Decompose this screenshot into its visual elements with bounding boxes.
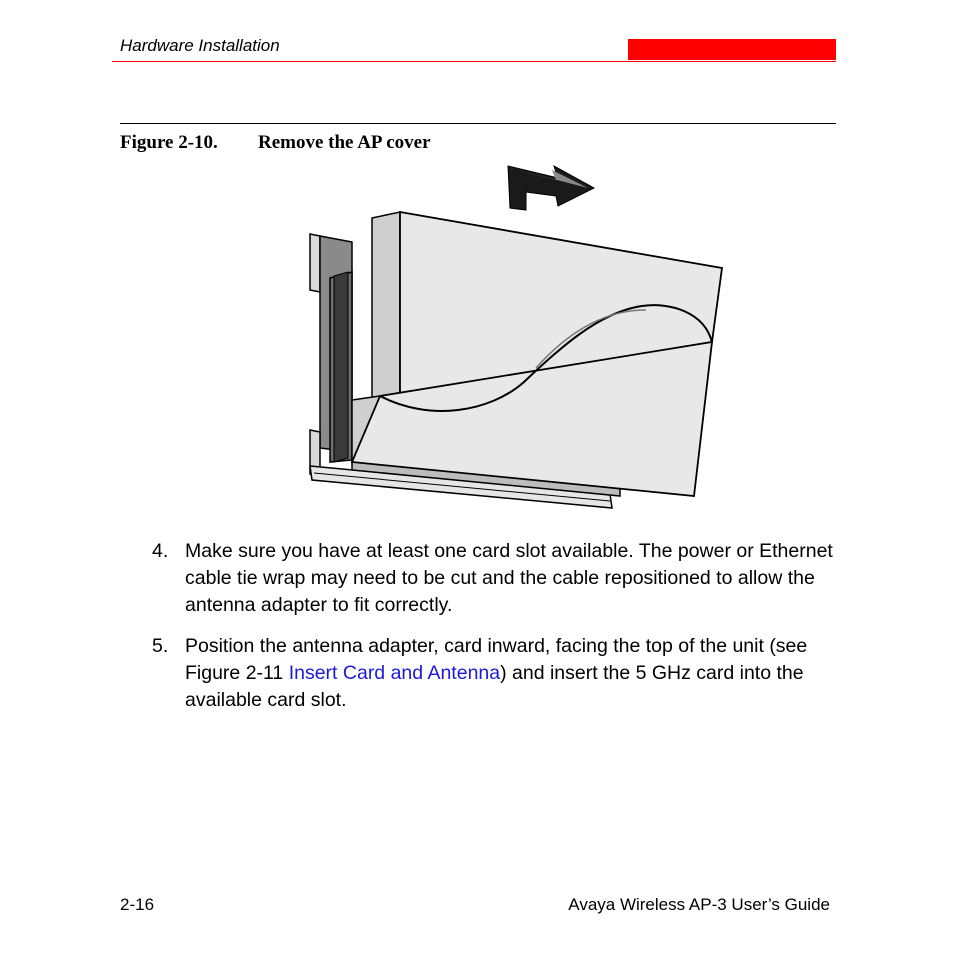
figure-reference-link[interactable]: Insert Card and Antenna (288, 662, 501, 684)
step-number: 5. (152, 635, 169, 657)
step-text (185, 633, 842, 714)
step-text-after-link: ) and insert the 5 GHz card into the available card slot. (185, 662, 804, 711)
step-text-before-link: Position the antenna adapter, card inward, facing the top of the unit (see Figure 2-11 (185, 635, 808, 684)
running-header-title: Hardware Installation (120, 36, 280, 55)
ap-cover (352, 212, 722, 496)
ap-cover-removal-illustration (300, 160, 730, 512)
figure-title: Remove the AP cover (258, 132, 431, 153)
step-text: Make sure you have at least one card slot available. The power or Ethernet cable tie wrap may need to be cut and the cable repositioned to allow the antenna adapter to fit correctly. (185, 540, 833, 616)
figure-caption (120, 132, 431, 154)
figure-rule (120, 123, 836, 124)
step-item (152, 538, 842, 619)
step-item (152, 633, 842, 714)
header-accent-bar (628, 39, 836, 60)
step-number: 4. (152, 540, 169, 562)
figure-number: Figure 2-10. (120, 132, 218, 153)
page-number: 2-16 (120, 895, 155, 914)
document-title: Avaya Wireless AP-3 User’s Guide (568, 895, 830, 914)
procedure-steps (152, 538, 842, 728)
header-rule (112, 61, 836, 62)
removal-direction-arrow (508, 166, 594, 210)
